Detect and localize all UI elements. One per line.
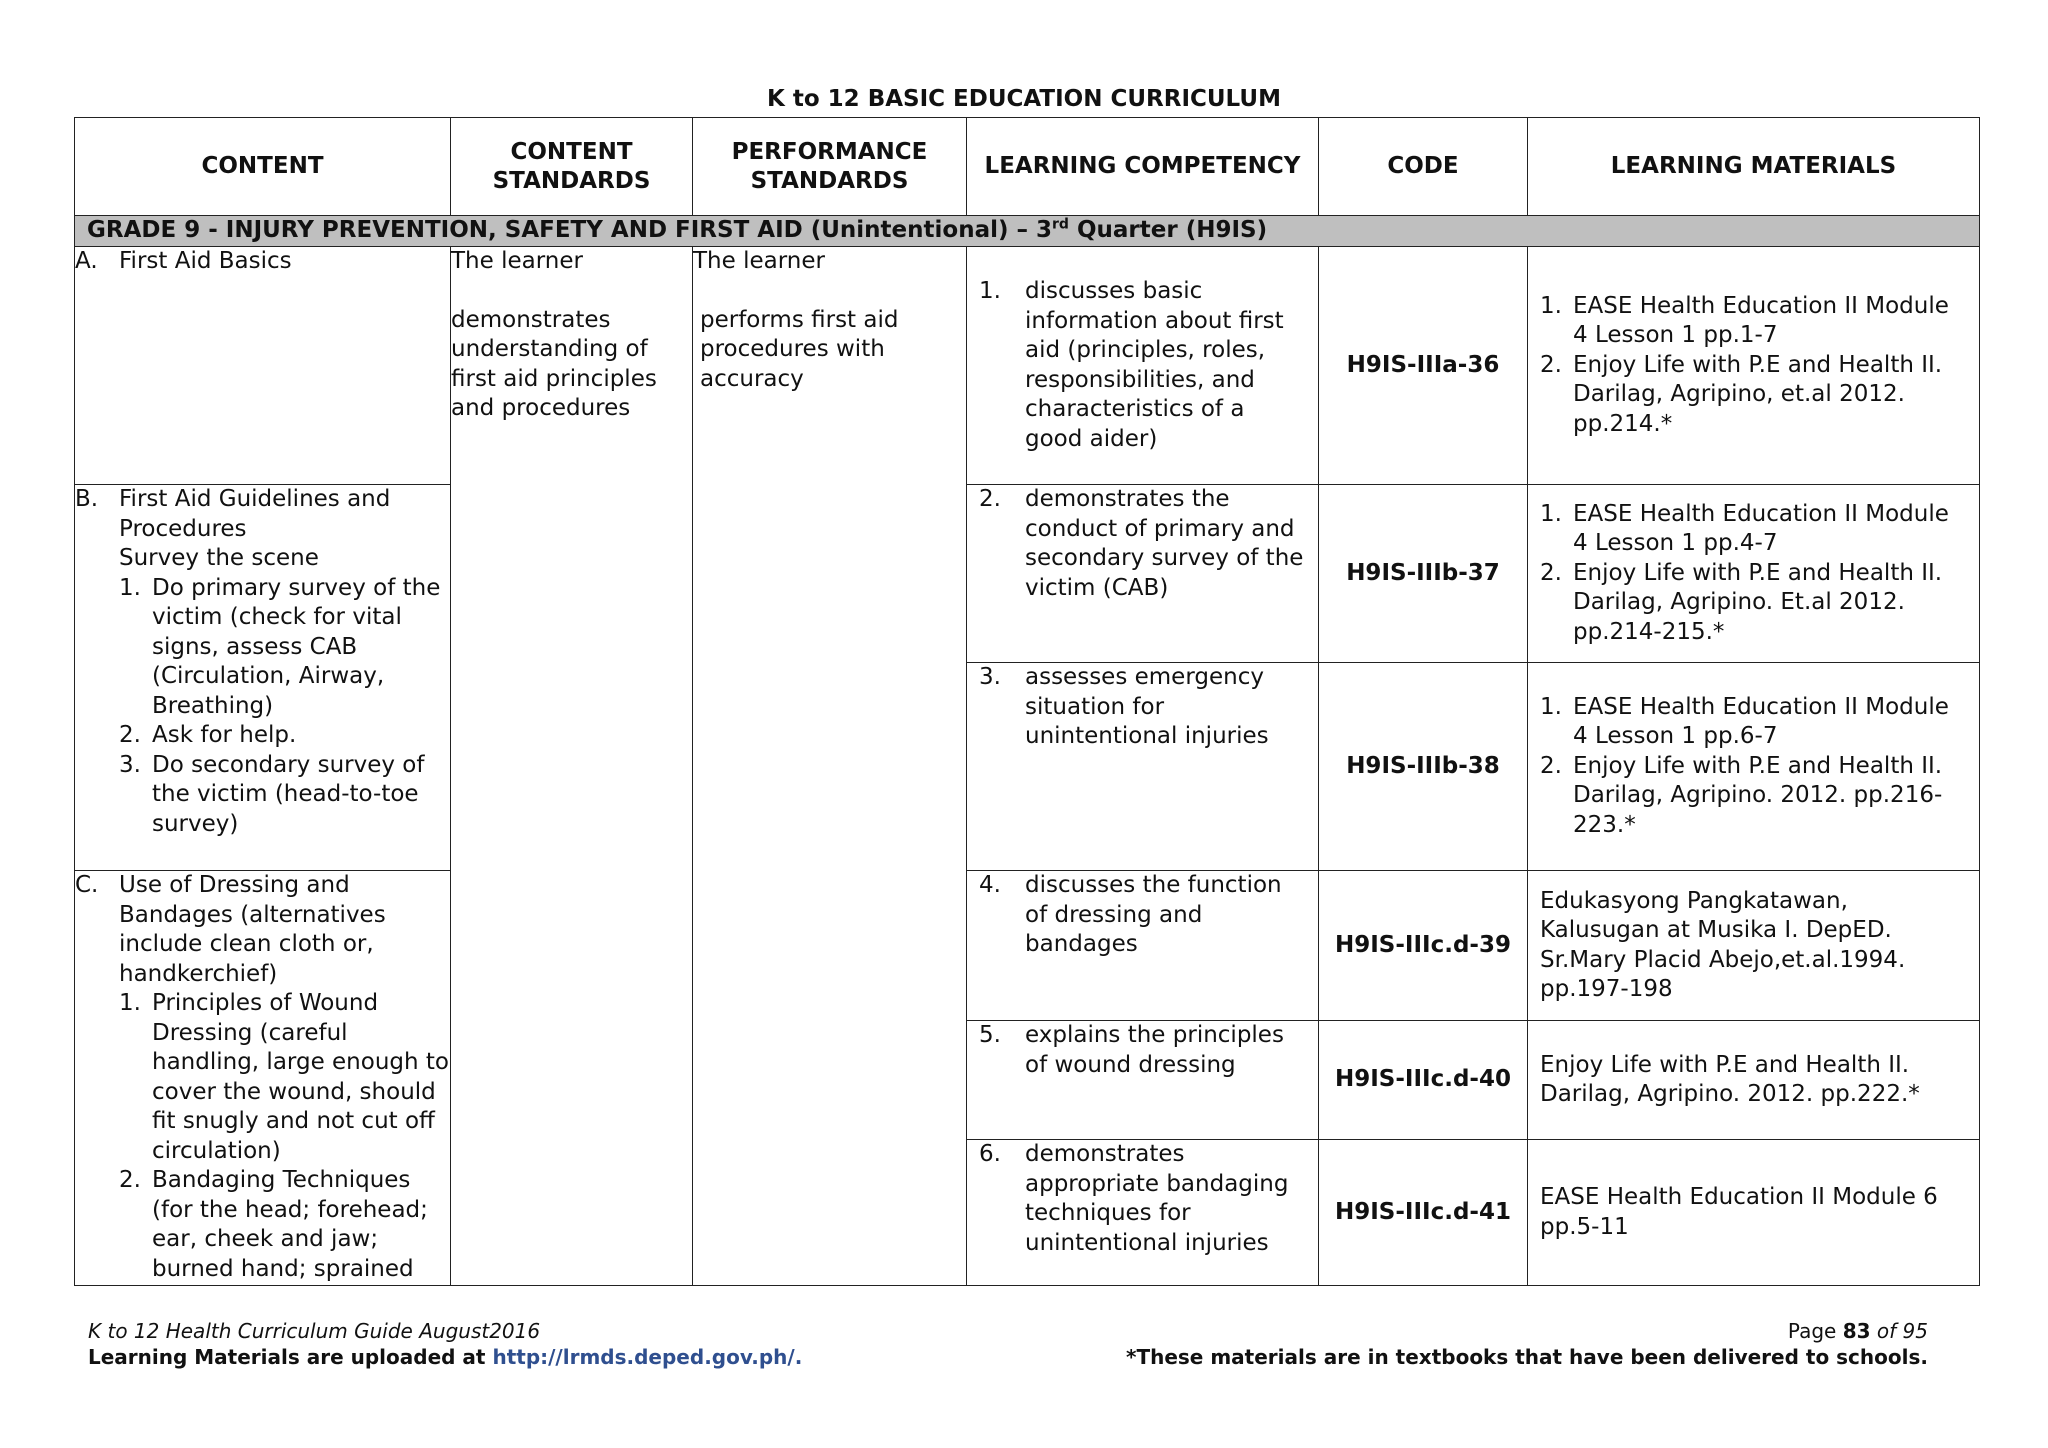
code-2: H9IS-IIIb-37 <box>1319 485 1528 663</box>
table-row <box>75 871 1980 1021</box>
content-standards-cell: The learner demonstrates understanding of first aid principles and procedures <box>451 247 693 1286</box>
content-c: C. Use of Dressing and Bandages (alternatives include clean cloth or, handkerchief) 1. Principles of Wound Dressing (careful handling, large enough to cover the wound, should fit snugly and not cut off circulation) 2. Bandaging Techniques (for the head; forehead; ear, cheek and jaw; burned hand; sprained <box>75 871 451 1286</box>
content-a: A. First Aid Basics <box>75 247 451 485</box>
header-learning-materials: LEARNING MATERIALS <box>1528 118 1980 216</box>
grade-heading: GRADE 9 - INJURY PREVENTION, SAFETY AND FIRST AID (Unintentional) – 3rd Quarter (H9IS) <box>75 216 1980 247</box>
materials-5: Enjoy Life with P.E and Health II. Darilag, Agripino. 2012. pp.222.* <box>1528 1021 1980 1140</box>
footer-asterisk-note: *These materials are in textbooks that have been delivered to schools. <box>1126 1345 1928 1369</box>
materials-6: EASE Health Education II Module 6 pp.5-11 <box>1528 1140 1980 1286</box>
header-content: CONTENT <box>75 118 451 216</box>
code-3: H9IS-IIIb-38 <box>1319 663 1528 871</box>
competency-2: 2. demonstrates the conduct of primary and secondary survey of the victim (CAB) <box>967 485 1319 663</box>
document-title: K to 12 BASIC EDUCATION CURRICULUM <box>767 86 1281 112</box>
header-row <box>75 118 1980 216</box>
competency-4: 4. discusses the function of dressing and bandages <box>967 871 1319 1021</box>
header-code: CODE <box>1319 118 1528 216</box>
content-b: B. First Aid Guidelines and Procedures Survey the scene 1. Do primary survey of the victim (check for vital signs, assess CAB (Circulation, Airway, Breathing) 2. Ask for help. 3. Do secondary survey of the victim (head-to-toe survey) <box>75 485 451 871</box>
competency-5: 5. explains the principles of wound dressing <box>967 1021 1319 1140</box>
materials-1: 1. EASE Health Education II Module 4 Lesson 1 pp.1-7 2. Enjoy Life with P.E and Health II. Darilag, Agripino, et.al 2012. pp.214.* <box>1528 247 1980 485</box>
code-4: H9IS-IIIc.d-39 <box>1319 871 1528 1021</box>
competency-3: 3. assesses emergency situation for unintentional injuries <box>967 663 1319 871</box>
footer-left <box>88 1318 802 1370</box>
performance-standards-cell: The learner performs first aid procedures with accuracy <box>693 247 967 1286</box>
materials-3: 1. EASE Health Education II Module 4 Lesson 1 pp.6-7 2. Enjoy Life with P.E and Health II. Darilag, Agripino. 2012. pp.216-223.* <box>1528 663 1980 871</box>
grade-row <box>75 216 1980 247</box>
code-6: H9IS-IIIc.d-41 <box>1319 1140 1528 1286</box>
code-1: H9IS-IIIa-36 <box>1319 247 1528 485</box>
materials-2: 1. EASE Health Education II Module 4 Lesson 1 pp.4-7 2. Enjoy Life with P.E and Health II. Darilag, Agripino. Et.al 2012. pp.214-215.* <box>1528 485 1980 663</box>
curriculum-table <box>74 117 1980 1286</box>
materials-4: Edukasyong Pangkatawan, Kalusugan at Musika I. DepED. Sr.Mary Placid Abejo,et.al.1994. pp.197-198 <box>1528 871 1980 1021</box>
table-row <box>75 485 1980 663</box>
header-learning-competency: LEARNING COMPETENCY <box>967 118 1319 216</box>
competency-1: 1. discusses basic information about first aid (principles, roles, responsibilities, and characteristics of a good aider) <box>967 247 1319 485</box>
footer-right <box>1126 1318 1928 1370</box>
header-performance-standards: PERFORMANCE STANDARDS <box>693 118 967 216</box>
footer-url-link[interactable]: http://lrmds.deped.gov.ph/. <box>492 1345 803 1369</box>
code-5: H9IS-IIIc.d-40 <box>1319 1021 1528 1140</box>
footer-upload-note: Learning Materials are uploaded at http://lrmds.deped.gov.ph/. <box>88 1345 803 1369</box>
footer-guide: K to 12 Health Curriculum Guide August2016 <box>88 1319 541 1343</box>
competency-6: 6. demonstrates appropriate bandaging techniques for unintentional injuries <box>967 1140 1319 1286</box>
page-number: Page 83 of 95 <box>1787 1319 1928 1343</box>
header-content-standards: CONTENT STANDARDS <box>451 118 693 216</box>
table-row <box>75 247 1980 485</box>
